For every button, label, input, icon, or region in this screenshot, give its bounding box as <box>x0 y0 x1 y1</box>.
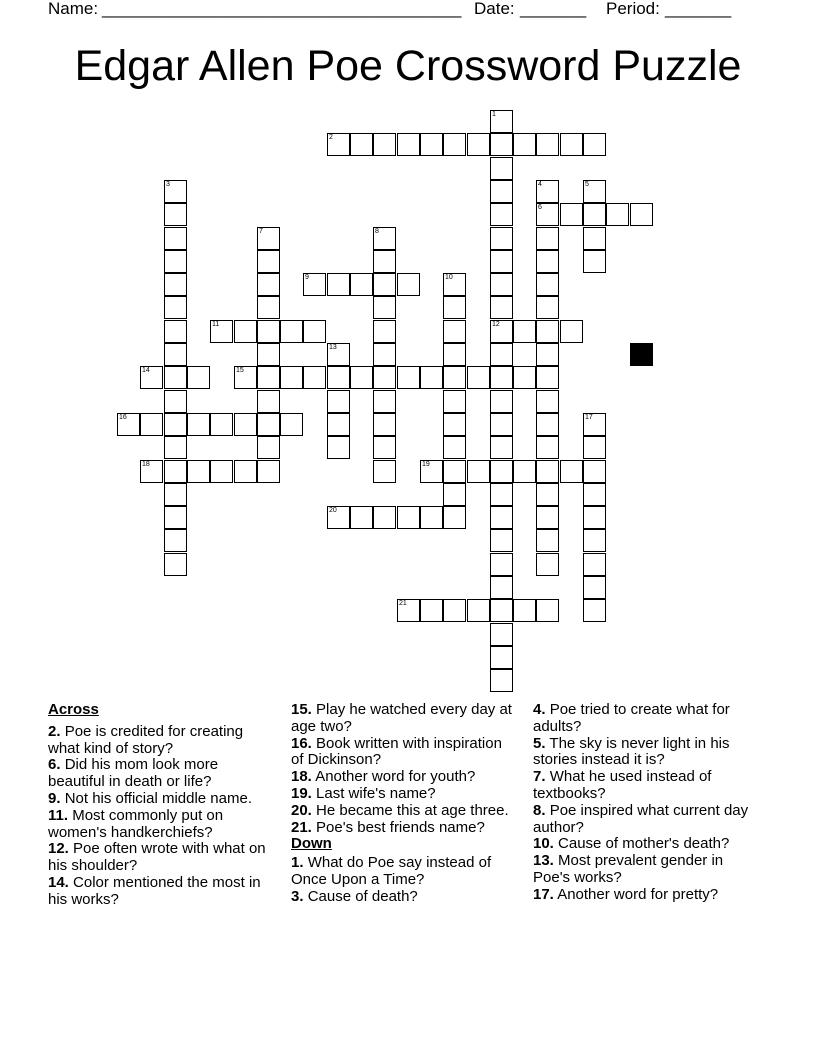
crossword-cell[interactable] <box>583 460 606 483</box>
crossword-cell[interactable] <box>490 110 513 133</box>
student-info-header <box>48 0 748 22</box>
clue-across-12: 12. Poe often wrote with what on his shoulder? <box>48 840 266 875</box>
cell-number: 17 <box>585 414 593 421</box>
crossword-cell[interactable] <box>327 436 350 459</box>
clue-across-19: 19. Last wife's name? <box>291 784 436 802</box>
cell-number: 15 <box>236 367 244 374</box>
crossword-cell[interactable] <box>536 436 559 459</box>
crossword-cell[interactable] <box>373 506 396 529</box>
clue-down-13: 13. Most prevalent gender in Poe's works? <box>533 852 724 886</box>
crossword-cell[interactable] <box>536 203 559 226</box>
crossword-cell[interactable] <box>257 413 280 436</box>
across-heading: Across <box>48 701 99 718</box>
period-blank[interactable]: _______ <box>665 0 732 18</box>
crossword-cell[interactable] <box>583 599 606 622</box>
crossword-cell[interactable] <box>350 273 373 296</box>
crossword-cell[interactable] <box>303 273 326 296</box>
crossword-cell[interactable] <box>490 390 513 413</box>
crossword-cell[interactable] <box>164 483 187 506</box>
crossword-cell[interactable] <box>164 180 187 203</box>
crossword-cell[interactable] <box>327 413 350 436</box>
crossword-cell[interactable] <box>397 366 420 389</box>
clue-across-20: 20. He became this at age three. <box>291 801 509 819</box>
crossword-cell[interactable] <box>467 599 490 622</box>
crossword-cell[interactable] <box>490 296 513 319</box>
crossword-cell[interactable] <box>536 180 559 203</box>
crossword-cell[interactable] <box>467 133 490 156</box>
clue-across-11: 11. Most commonly put on women's handkerchiefs? <box>48 806 224 841</box>
crossword-cell[interactable] <box>490 553 513 576</box>
crossword-cell[interactable] <box>490 599 513 622</box>
name-label: Name: <box>48 0 99 18</box>
cell-number: 1 <box>492 111 496 118</box>
crossword-cell[interactable] <box>280 366 303 389</box>
crossword-cell[interactable] <box>350 506 373 529</box>
crossword-cell[interactable] <box>327 343 350 366</box>
clue-down-10: 10. Cause of mother's death? <box>533 835 730 853</box>
crossword-cell[interactable] <box>583 553 606 576</box>
crossword-cell[interactable] <box>164 250 187 273</box>
crossword-cell[interactable] <box>583 436 606 459</box>
clue-across-6: 6. Did his mom look more beautiful in death or life? <box>48 756 219 791</box>
crossword-cell[interactable] <box>583 529 606 552</box>
crossword-cell[interactable] <box>536 250 559 273</box>
crossword-cell[interactable] <box>583 506 606 529</box>
crossword-cell[interactable] <box>257 296 280 319</box>
crossword-cell[interactable] <box>490 529 513 552</box>
crossword-cell[interactable] <box>280 413 303 436</box>
crossword-cell[interactable] <box>420 133 443 156</box>
crossword-cell[interactable] <box>164 273 187 296</box>
crossword-cell[interactable] <box>303 366 326 389</box>
crossword-cell[interactable] <box>373 460 396 483</box>
crossword-cell[interactable] <box>420 599 443 622</box>
crossword-cell[interactable] <box>397 506 420 529</box>
crossword-cell[interactable] <box>630 203 653 226</box>
crossword-cell[interactable] <box>420 366 443 389</box>
date-blank[interactable]: _______ <box>520 0 587 18</box>
crossword-cell[interactable] <box>536 483 559 506</box>
clue-across-18: 18. Another word for youth? <box>291 768 476 786</box>
crossword-cell[interactable] <box>583 483 606 506</box>
cell-number: 3 <box>166 181 170 188</box>
crossword-cell[interactable] <box>490 413 513 436</box>
crossword-cell[interactable] <box>117 413 140 436</box>
date-label: Date: <box>474 0 515 18</box>
name-blank[interactable]: ______________________________________ <box>102 0 462 18</box>
crossword-cell[interactable] <box>373 366 396 389</box>
clue-across-9: 9. Not his official middle name. <box>48 789 252 807</box>
crossword-cell[interactable] <box>397 273 420 296</box>
crossword-cell[interactable] <box>583 413 606 436</box>
clue-column-1 <box>48 702 273 909</box>
crossword-cell[interactable] <box>234 413 257 436</box>
crossword-cell[interactable] <box>373 296 396 319</box>
crossword-cell[interactable] <box>443 460 466 483</box>
crossword-cell[interactable] <box>513 599 536 622</box>
crossword-cell[interactable] <box>443 390 466 413</box>
crossword-cell[interactable] <box>327 366 350 389</box>
crossword-cell[interactable] <box>210 460 233 483</box>
crossword-cell[interactable] <box>536 296 559 319</box>
crossword-cell[interactable] <box>536 390 559 413</box>
crossword-cell[interactable] <box>373 436 396 459</box>
clue-across-21: 21. Poe's best friends name? <box>291 818 485 836</box>
crossword-cell[interactable] <box>303 320 326 343</box>
crossword-cell[interactable] <box>606 203 629 226</box>
cell-number: 20 <box>329 507 337 514</box>
crossword-cell[interactable] <box>210 413 233 436</box>
crossword-cell[interactable] <box>513 460 536 483</box>
crossword-cell[interactable] <box>490 506 513 529</box>
crossword-cell[interactable] <box>490 133 513 156</box>
crossword-cell[interactable] <box>443 133 466 156</box>
crossword-cell[interactable] <box>187 366 210 389</box>
crossword-cell[interactable] <box>397 599 420 622</box>
crossword-cell[interactable] <box>373 343 396 366</box>
crossword-cell[interactable] <box>490 320 513 343</box>
black-square <box>630 343 653 366</box>
crossword-cell[interactable] <box>327 273 350 296</box>
clue-down-4: 4. Poe tried to create what for adults? <box>533 701 730 735</box>
cell-number: 13 <box>329 344 337 351</box>
down-heading: Down <box>291 835 332 853</box>
cell-number: 6 <box>538 204 542 211</box>
crossword-cell[interactable] <box>257 320 280 343</box>
crossword-cell[interactable] <box>536 506 559 529</box>
crossword-cell[interactable] <box>583 576 606 599</box>
crossword-cell[interactable] <box>164 529 187 552</box>
crossword-cell[interactable] <box>373 227 396 250</box>
crossword-cell[interactable] <box>234 320 257 343</box>
crossword-cell[interactable] <box>513 133 536 156</box>
crossword-cell[interactable] <box>490 227 513 250</box>
clue-across-2: 2. Poe is credited for creating what kind of story? <box>48 722 244 757</box>
crossword-cell[interactable] <box>187 413 210 436</box>
crossword-cell[interactable] <box>257 390 280 413</box>
crossword-cell[interactable] <box>373 320 396 343</box>
cell-number: 5 <box>585 181 589 188</box>
crossword-cell[interactable] <box>536 366 559 389</box>
crossword-cell[interactable] <box>490 203 513 226</box>
crossword-cell[interactable] <box>327 133 350 156</box>
crossword-cell[interactable] <box>164 296 187 319</box>
crossword-cell[interactable] <box>327 390 350 413</box>
crossword-cell[interactable] <box>164 436 187 459</box>
crossword-cell[interactable] <box>536 133 559 156</box>
cell-number: 7 <box>259 228 263 235</box>
crossword-cell[interactable] <box>443 343 466 366</box>
cell-number: 9 <box>305 274 309 281</box>
crossword-cell[interactable] <box>490 180 513 203</box>
crossword-cell[interactable] <box>536 343 559 366</box>
crossword-cell[interactable] <box>560 460 583 483</box>
crossword-cell[interactable] <box>536 460 559 483</box>
crossword-cell[interactable] <box>257 343 280 366</box>
cell-number: 19 <box>422 461 430 468</box>
crossword-cell[interactable] <box>490 460 513 483</box>
crossword-cell[interactable] <box>164 366 187 389</box>
crossword-cell[interactable] <box>443 320 466 343</box>
crossword-cell[interactable] <box>164 460 187 483</box>
crossword-cell[interactable] <box>257 460 280 483</box>
clue-across-15: 15. Play he watched every day at age two? <box>291 701 512 735</box>
crossword-cell[interactable] <box>536 273 559 296</box>
crossword-cell[interactable] <box>164 343 187 366</box>
cell-number: 21 <box>399 600 407 607</box>
crossword-cell[interactable] <box>490 623 513 646</box>
crossword-cell[interactable] <box>257 250 280 273</box>
period-label: Period: <box>606 0 660 18</box>
cell-number: 16 <box>119 414 127 421</box>
crossword-cell[interactable] <box>164 320 187 343</box>
crossword-cell[interactable] <box>536 599 559 622</box>
clue-across-16: 16. Book written with inspiration of Dickinson? <box>291 734 502 769</box>
crossword-cell[interactable] <box>443 506 466 529</box>
crossword-cell[interactable] <box>234 366 257 389</box>
crossword-cell[interactable] <box>536 553 559 576</box>
crossword-cell[interactable] <box>373 390 396 413</box>
crossword-cell[interactable] <box>490 436 513 459</box>
crossword-cell[interactable] <box>210 320 233 343</box>
crossword-cell[interactable] <box>187 460 210 483</box>
crossword-cell[interactable] <box>536 529 559 552</box>
clue-down-1: 1. What do Poe say instead of Once Upon a Time? <box>291 854 492 888</box>
clue-across-14: 14. Color mentioned the most in his works? <box>48 873 261 908</box>
crossword-cell[interactable] <box>373 413 396 436</box>
crossword-cell[interactable] <box>490 669 513 692</box>
crossword-cell[interactable] <box>490 273 513 296</box>
crossword-cell[interactable] <box>443 436 466 459</box>
clue-down-3: 3. Cause of death? <box>291 887 418 905</box>
crossword-cell[interactable] <box>583 203 606 226</box>
crossword-cell[interactable] <box>560 133 583 156</box>
crossword-cell[interactable] <box>164 553 187 576</box>
crossword-cell[interactable] <box>560 320 583 343</box>
clue-down-17: 17. Another word for pretty? <box>533 885 719 903</box>
crossword-cell[interactable] <box>164 413 187 436</box>
crossword-cell[interactable] <box>536 227 559 250</box>
crossword-cell[interactable] <box>164 227 187 250</box>
crossword-cell[interactable] <box>420 506 443 529</box>
crossword-cell[interactable] <box>397 133 420 156</box>
crossword-cell[interactable] <box>583 180 606 203</box>
cell-number: 8 <box>375 228 379 235</box>
clue-down-5: 5. The sky is never light in his stories instead it is? <box>533 734 730 769</box>
crossword-cell[interactable] <box>536 320 559 343</box>
crossword-cell[interactable] <box>140 413 163 436</box>
crossword-cell[interactable] <box>443 483 466 506</box>
crossword-cell[interactable] <box>560 203 583 226</box>
cell-number: 2 <box>329 134 333 141</box>
crossword-cell[interactable] <box>140 460 163 483</box>
crossword-cell[interactable] <box>164 506 187 529</box>
crossword-cell[interactable] <box>490 157 513 180</box>
crossword-cell[interactable] <box>164 390 187 413</box>
crossword-cell[interactable] <box>140 366 163 389</box>
crossword-cell[interactable] <box>257 227 280 250</box>
crossword-cell[interactable] <box>443 599 466 622</box>
crossword-cell[interactable] <box>583 133 606 156</box>
crossword-cell[interactable] <box>350 366 373 389</box>
crossword-cell[interactable] <box>280 320 303 343</box>
crossword-cell[interactable] <box>513 320 536 343</box>
clue-down-7: 7. What he used instead of textbooks? <box>533 768 712 802</box>
crossword-cell[interactable] <box>467 460 490 483</box>
crossword-cell[interactable] <box>234 460 257 483</box>
clue-column-3 <box>533 702 758 904</box>
clue-down-8: 8. Poe inspired what current day author? <box>533 801 749 836</box>
page-title: Edgar Allen Poe Crossword Puzzle <box>74 42 742 90</box>
crossword-cell[interactable] <box>443 273 466 296</box>
crossword-cell[interactable] <box>490 483 513 506</box>
crossword-cell[interactable] <box>373 273 396 296</box>
crossword-cell[interactable] <box>536 413 559 436</box>
crossword-cell[interactable] <box>164 203 187 226</box>
crossword-cell[interactable] <box>257 436 280 459</box>
crossword-cell[interactable] <box>467 366 490 389</box>
crossword-cell[interactable] <box>583 250 606 273</box>
crossword-cell[interactable] <box>490 366 513 389</box>
crossword-cell[interactable] <box>490 576 513 599</box>
crossword-cell[interactable] <box>443 366 466 389</box>
crossword-cell[interactable] <box>373 250 396 273</box>
cell-number: 4 <box>538 181 542 188</box>
crossword-cell[interactable] <box>443 413 466 436</box>
crossword-cell[interactable] <box>327 506 350 529</box>
crossword-cell[interactable] <box>373 133 396 156</box>
cell-number: 10 <box>445 274 453 281</box>
cell-number: 14 <box>142 367 150 374</box>
crossword-cell[interactable] <box>583 227 606 250</box>
crossword-cell[interactable] <box>490 250 513 273</box>
crossword-cell[interactable] <box>350 133 373 156</box>
crossword-cell[interactable] <box>490 343 513 366</box>
crossword-cell[interactable] <box>513 366 536 389</box>
crossword-cell[interactable] <box>443 296 466 319</box>
cell-number: 11 <box>212 321 220 328</box>
cell-number: 12 <box>492 321 500 328</box>
crossword-cell[interactable] <box>420 460 443 483</box>
crossword-cell[interactable] <box>257 366 280 389</box>
cell-number: 18 <box>142 461 150 468</box>
crossword-cell[interactable] <box>257 273 280 296</box>
clue-column-2 <box>291 702 516 906</box>
crossword-cell[interactable] <box>490 646 513 669</box>
